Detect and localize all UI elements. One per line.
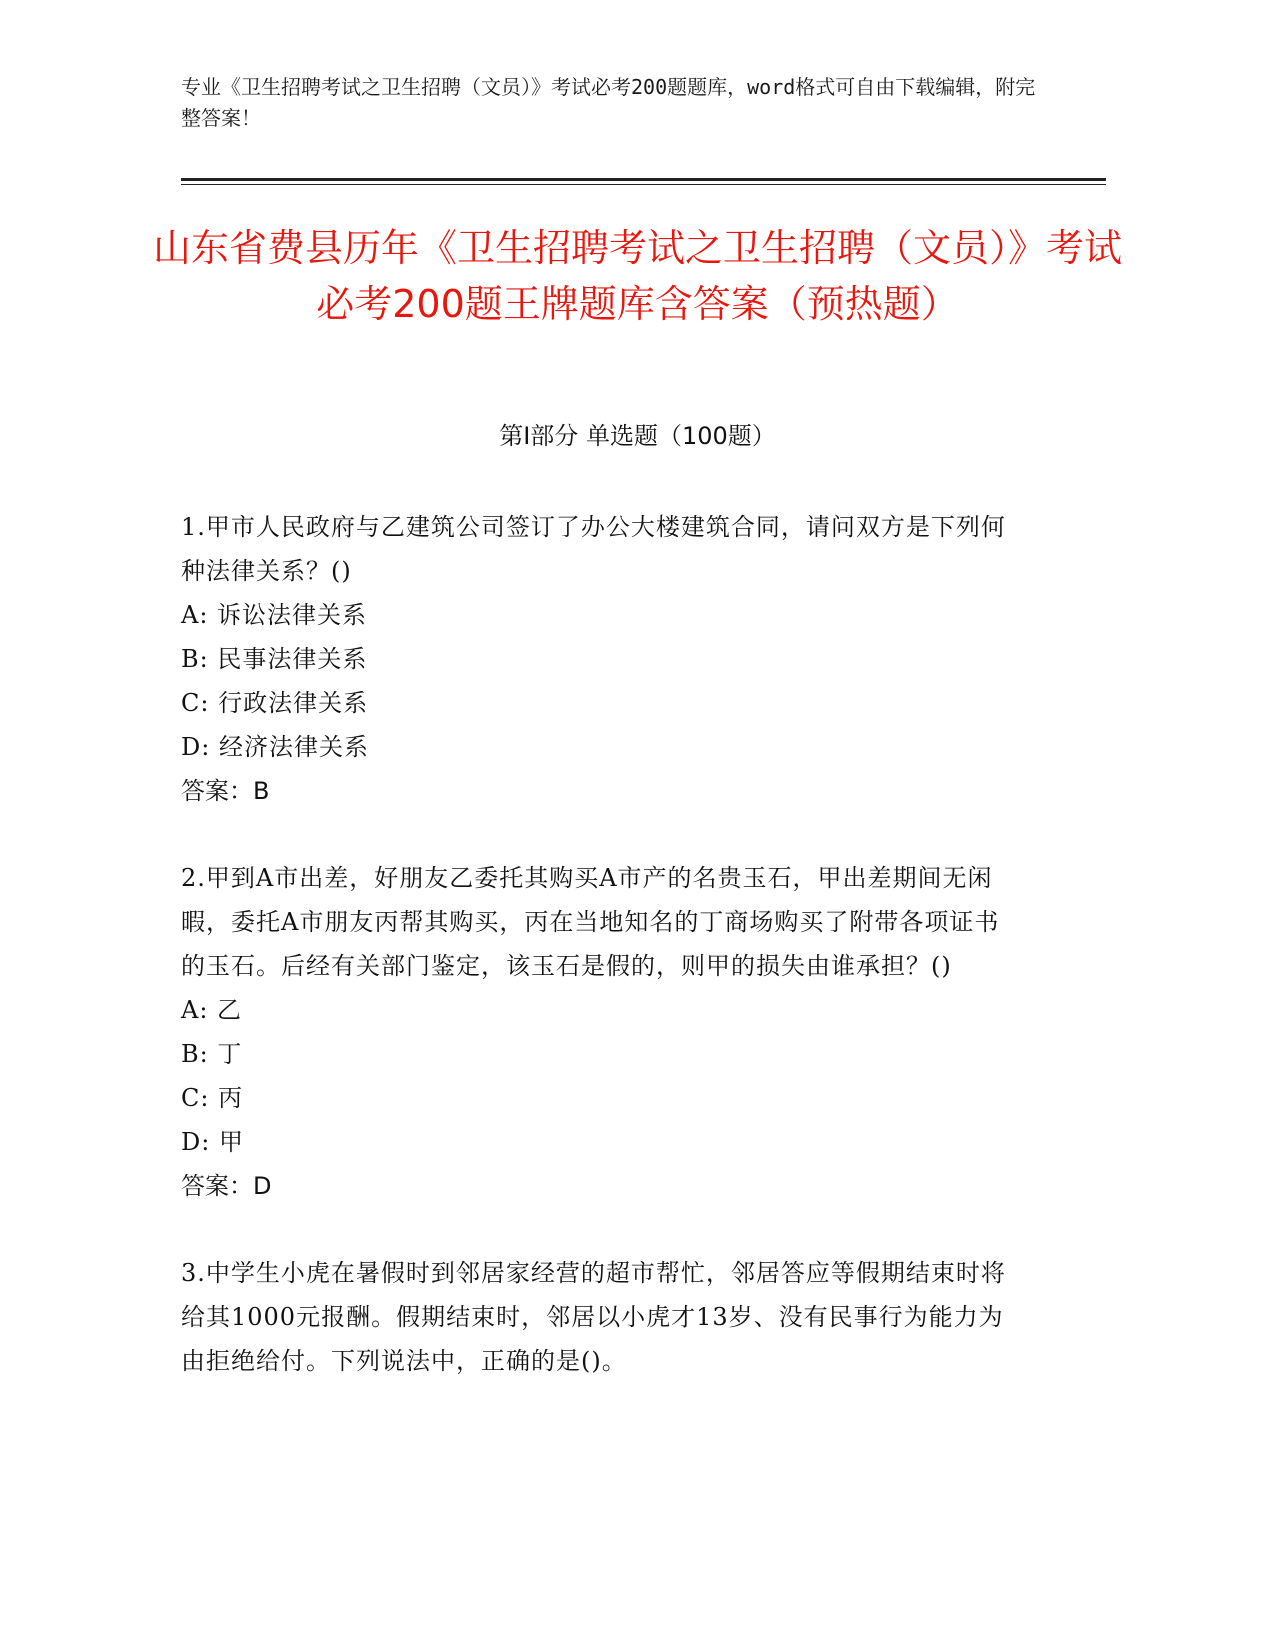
question-stem: 2.甲到A市出差，好朋友乙委托其购买A市产的名贵玉石，甲出差期间无闲暇，委托A市朋友丙帮其购买，丙在当地知名的丁商场购买了附带各项证书的玉石。后经有关部门鉴定，该玉石是假的，则甲的损失由谁承担？() — [181, 864, 1000, 980]
option-d: D: 甲 — [181, 1128, 244, 1156]
question-stem: 3.中学生小虎在暑假时到邻居家经营的超市帮忙，邻居答应等假期结束时将给其1000元报酬。假期结束时，邻居以小虎才13岁、没有民事行为能力为由拒绝给付。下列说法中，正确的是()。 — [181, 1259, 1006, 1375]
question-spacer — [181, 813, 1021, 856]
question-1 — [181, 505, 1021, 813]
question-2 — [181, 856, 1021, 1208]
option-c: C: 行政法律关系 — [181, 689, 369, 717]
header-divider-thick — [181, 178, 1106, 181]
section-title: 第Ⅰ部分 单选题（100题） — [499, 422, 776, 450]
question-list — [181, 505, 1021, 1383]
answer-line: 答案：D — [181, 1172, 272, 1200]
option-b: B: 民事法律关系 — [181, 645, 368, 673]
question-stem: 1.甲市人民政府与乙建筑公司签订了办公大楼建筑合同，请问双方是下列何种法律关系？() — [181, 513, 1006, 585]
question-spacer — [181, 1208, 1021, 1251]
question-3 — [181, 1251, 1021, 1383]
option-a: A: 乙 — [181, 996, 243, 1024]
answer-line: 答案：B — [181, 777, 270, 805]
header-note: 专业《卫生招聘考试之卫生招聘（文员）》考试必考200题题库，word格式可自由下载编辑，附完整答案！ — [181, 75, 1036, 130]
header-divider-thin — [181, 184, 1106, 185]
option-b: B: 丁 — [181, 1040, 243, 1068]
option-c: C: 丙 — [181, 1084, 244, 1112]
document-title: 山东省费县历年《卫生招聘考试之卫生招聘（文员）》考试必考200题王牌题库含答案（预热题） — [152, 226, 1122, 326]
option-a: A: 诉讼法律关系 — [181, 601, 368, 629]
option-d: D: 经济法律关系 — [181, 733, 369, 761]
